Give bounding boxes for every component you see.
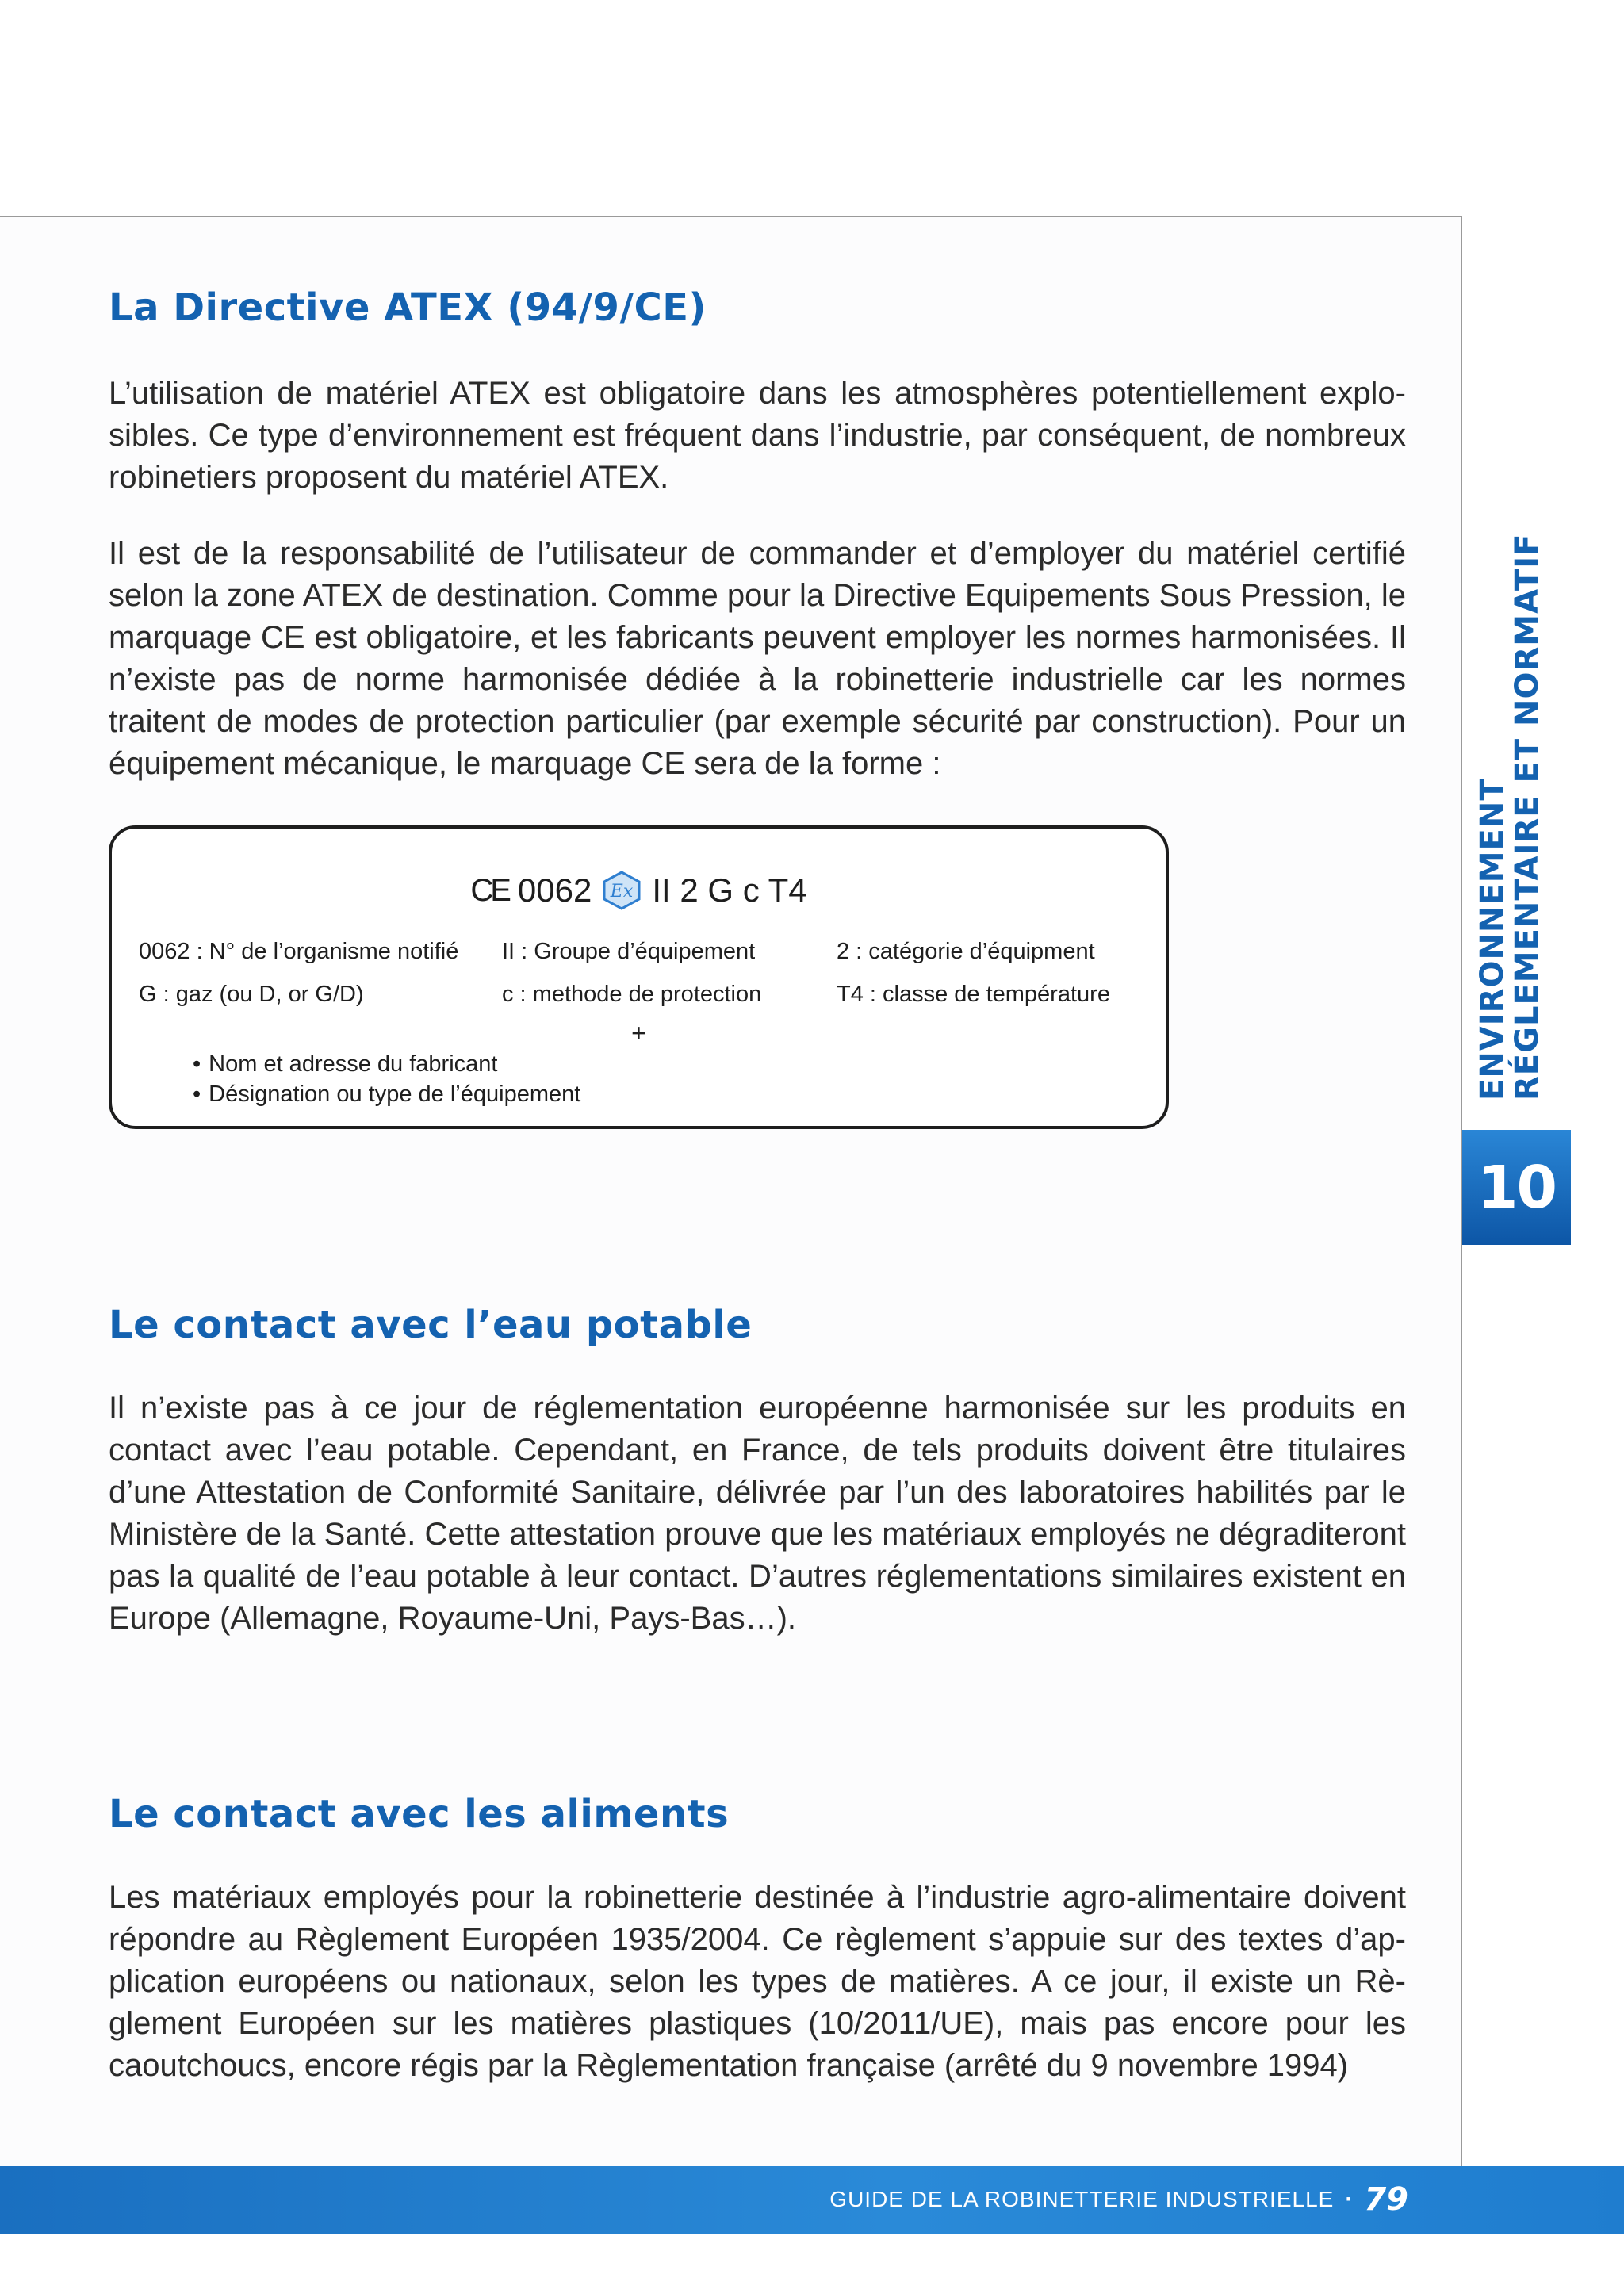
- ce-legend-row: [139, 930, 1154, 973]
- page-number: 79: [1364, 2181, 1408, 2218]
- paragraph-atex-1: L’utilisation de matériel ATEX est obligatoire dans les atmosphères potentiellement explosibles. Ce type d’environnement est fréquent dans l’industrie, par conséquent, de nombreux robinetiers proposent du matériel ATEX.: [109, 376, 1406, 495]
- list-item: • Nom et adresse du fabricant: [193, 1049, 580, 1079]
- ce-legend-cell: T4 : classe de température: [837, 981, 1110, 1007]
- ex-hexagon-icon: [601, 870, 642, 911]
- ce-legend-row: [139, 973, 1154, 1016]
- section-title-atex: La Directive ATEX (94/9/CE): [109, 285, 707, 330]
- footer-separator: ·: [1345, 2186, 1354, 2212]
- ce-logo: CE: [470, 872, 508, 908]
- notified-body-number: 0062: [517, 871, 592, 909]
- list-item: • Désignation ou type de l’équipement: [193, 1079, 580, 1109]
- side-label-line-2: RÉGLEMENTAIRE ET NORMATIF: [1509, 533, 1545, 1101]
- ce-legend-cell: 2 : catégorie d’équipment: [837, 938, 1095, 964]
- atex-code: II 2 G c T4: [652, 871, 807, 909]
- ce-marking-box: [109, 825, 1169, 1129]
- ce-marking-line: [112, 870, 1166, 911]
- paragraph-atex-2: Il est de la responsabilité de l’utilisateur de commander et d’employer du matériel certifié selon la zone ATEX de destination. Comme pour la Directive Equipements Sous Pression, le marquage CE est obligatoire, et les fabricants peuvent employer les normes harmonisées. Il n’existe pas de norme harmonisée dédiée à la robinetterie industrielle car les normes traitent de modes de protection particulier (par exemple sécurité par construction). Pour un équipement mécanique, le marquage CE sera de la forme :: [109, 536, 1406, 781]
- section-title-aliments: Le contact avec les aliments: [109, 1792, 730, 1836]
- paragraph-aliments: Les matériaux employés pour la robinetterie destinée à l’industrie agro-alimentaire doivent répondre au Règlement Européen 1935/2004. Ce règlement s’appuie sur des textes d’application européens ou nationaux, selon les types de matières. A ce jour, il existe un Règlement Européen sur les matières plastiques (10/2011/UE), mais pas encore pour les caoutchoucs, encore régis par la Règlementation française (arrêté du 9 novembre 1994): [109, 1880, 1406, 2083]
- ce-legend-grid: [139, 930, 1154, 1016]
- ex-symbol-text: Ex: [611, 882, 634, 902]
- ce-legend-cell: II : Groupe d’équipement: [502, 938, 756, 964]
- chapter-number-badge: 10: [1462, 1130, 1571, 1245]
- side-label-line-1: ENVIRONNEMENT: [1474, 778, 1511, 1101]
- footer: [829, 2177, 1408, 2222]
- ce-legend-cell: c : methode de protection: [502, 981, 762, 1007]
- section-title-eau-potable: Le contact avec l’eau potable: [109, 1303, 753, 1347]
- content-background: [0, 217, 1461, 2166]
- plus-sign: +: [631, 1019, 646, 1047]
- top-divider: [0, 216, 1461, 217]
- ce-bullet-list: [193, 1049, 580, 1109]
- footer-title: GUIDE DE LA ROBINETTERIE INDUSTRIELLE: [829, 2187, 1335, 2211]
- chapter-side-label: [1475, 534, 1545, 1101]
- ce-legend-cell: 0062 : N° de l’organisme notifié: [139, 938, 459, 964]
- ce-legend-cell: G : gaz (ou D, or G/D): [139, 981, 364, 1007]
- paragraph-eau-potable: Il n’existe pas à ce jour de réglementation européenne harmonisée sur les produits en contact avec l’eau potable. Cependant, en France, de tels produits doivent être titulaires d’une Attestation de Conformité Sanitaire, délivrée par l’un des laboratoires habilités par le Ministère de la Santé. Cette attestation prouve que les matériaux employés ne dégraditeront pas la qualité de l’eau potable à leur contact. D’autres réglementations similaires existent en Europe (Allemagne, Royaume-Uni, Pays-Bas…).: [109, 1391, 1406, 1636]
